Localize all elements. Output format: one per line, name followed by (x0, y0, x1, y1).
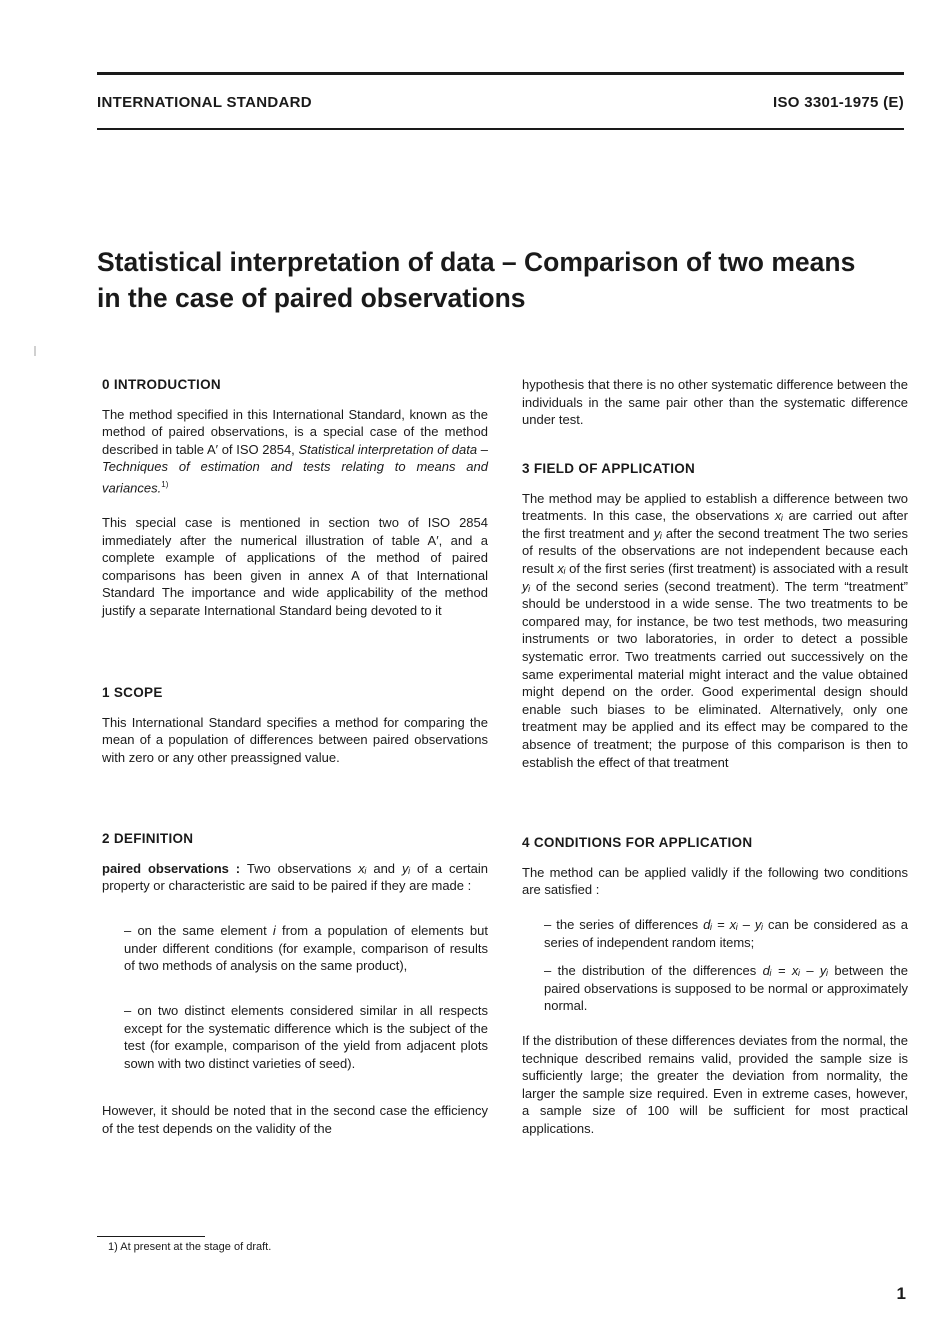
def-text: of a certain property or characteristic are said to be paired if they are made : (102, 860, 489, 894)
defined-term: paired observations : (102, 860, 241, 876)
page-number: 1 (896, 1284, 906, 1303)
intro-paragraph-2-block (102, 514, 488, 620)
header-standard-number: ISO 3301-1975 (E) (772, 94, 904, 111)
section-heading: 0 INTRODUCTION (102, 377, 221, 392)
intro-paragraph-2: This special case is mentioned in section two of ISO 2854 immediately after the numerical illustration of table A′, and a complete example of applications of the method of paired comparisons has been given in annex A of that International Standard The importance and wide applicability of the method justify a separate International Standard being devoted to it (102, 515, 488, 618)
footnote: 1) At present at the stage of draft. (108, 1241, 272, 1253)
header-top-rule (97, 72, 904, 75)
definition-item-1 (124, 922, 488, 975)
def-text: Two observations (240, 860, 359, 876)
var-y: yᵢ (401, 860, 411, 876)
condition-item-1-block (522, 916, 908, 951)
section-introduction (102, 376, 488, 497)
definition-item-2: – on two distinct elements considered similar in all respects except for the systematic difference which is the subject of the test (for example, comparison of the yield from adjacent plots sown with two distinct varieties of seed). (124, 1003, 488, 1071)
def-text: and (366, 860, 402, 876)
section-heading: 2 DEFINITION (102, 831, 194, 846)
header-standard-label: INTERNATIONAL STANDARD (97, 94, 312, 111)
section-conditions (522, 834, 908, 899)
document-title (97, 244, 912, 316)
scope-paragraph: This International Standard specifies a method for comparing the mean of a population of differences between paired observations with zero or any other preassigned value. (102, 714, 488, 765)
definition-closing: However, it should be noted that in the second case the efficiency of the test depends on the validity of the (102, 1103, 488, 1136)
var-y: yᵢ (522, 578, 531, 594)
intro-paragraph-1 (102, 406, 488, 497)
conditions-paragraph-1: The method can be applied validly if the following two conditions are satisfied : (522, 864, 908, 898)
condition-item-2 (544, 962, 908, 1015)
definition-item-1-block (102, 922, 488, 975)
item-text: – the series of differences (544, 917, 704, 932)
field-text: of the second series (second treatment). The term “treatment” should be understood in a wide sense. The two treatments to be compared may, for instance, be two test methods, two measuring instruments or two laboratories, in order to detect a possible systematic error. Two treatments carried out successively on the same experimental material might interact and the value obtained might depend on the order. Good experimental design should enable such biases to be eliminated. Alternatively, only one treatment may be applied and its effect may be compared to the absence of treatment; the purpose of this comparison is then to establish the effect of that treatment (522, 578, 908, 770)
section-heading: 3 FIELD OF APPLICATION (522, 461, 696, 476)
item-text: – the distribution of the differences (544, 963, 763, 978)
definition-item-2-block (102, 1002, 488, 1072)
definition-closing-block (102, 1102, 488, 1137)
section-heading: 1 SCOPE (102, 685, 163, 700)
condition-item-2-block (522, 962, 908, 1015)
item-text: – on the same element (124, 923, 273, 938)
conditions-paragraph-2-block (522, 1032, 908, 1138)
var-x: xᵢ (557, 560, 566, 576)
var-x: xᵢ (358, 860, 367, 876)
field-text: of the first series (first treatment) is associated with a result (565, 560, 908, 576)
intro-text: The method specified in this International Standard, known as the method of paired observations, is a special case of the method described in table A′ of ISO 2854, (102, 406, 488, 457)
section-scope (102, 684, 488, 766)
title-line-2: in the case of paired observations (97, 283, 526, 313)
var-i: i (272, 923, 276, 938)
footnote-ref: 1) (161, 479, 169, 489)
definition-paragraph (102, 860, 488, 895)
item-text: between the paired observations is supposed to be normal or approximately normal. (544, 963, 909, 1014)
field-text: are carried out after the first treatment and (522, 508, 908, 541)
section-heading: 4 CONDITIONS FOR APPLICATION (522, 835, 753, 850)
var-x: xᵢ (774, 508, 783, 524)
var-y: yᵢ (653, 525, 662, 541)
section-field-of-application (522, 460, 908, 771)
field-paragraph (522, 490, 908, 772)
title-line-1: Statistical interpretation of data – Comparison of two means (97, 247, 856, 277)
intro-reference-title: Statistical interpretation of data – Techniques of estimation and tests relating to means and variances. (102, 441, 488, 496)
field-text: The method may be applied to establish a difference between two treatments. In this case, the observations (522, 490, 908, 524)
field-text: after the second treatment The two series of results of the observations are not independent because each result (522, 525, 908, 576)
section-definition (102, 830, 488, 895)
item-text: can be considered as a series of independent random items; (544, 917, 908, 950)
definition-continued: hypothesis that there is no other systematic difference between the individuals in the same pair other than the systematic difference under test. (522, 377, 908, 428)
formula: dᵢ = xᵢ – yᵢ (762, 963, 829, 978)
formula: dᵢ = xᵢ – yᵢ (703, 917, 764, 932)
item-text: from a population of elements but under different conditions (for example, comparison of results of two methods of analysis on the same product), (124, 923, 489, 974)
margin-mark (34, 346, 36, 356)
footnote-rule (97, 1236, 205, 1237)
conditions-paragraph-2: If the distribution of these differences deviates from the normal, the technique described remains valid, provided the sample size is sufficiently large; the greater the deviation from normality, the larger the sample size required. Even in extreme cases, however, a sample size of 100 will be sufficient for most practical applications. (522, 1033, 908, 1136)
condition-item-1 (544, 916, 908, 951)
definition-continued-block (522, 376, 908, 429)
header-bottom-rule (97, 128, 904, 130)
